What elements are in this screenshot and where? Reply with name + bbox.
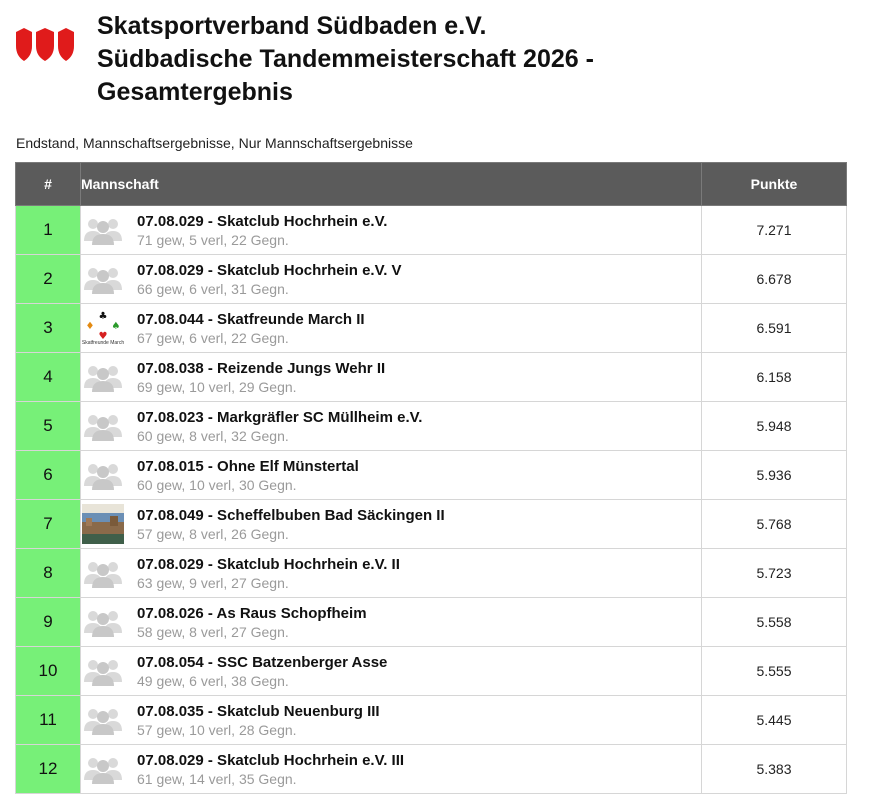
points-cell: 5.948 [702,402,847,451]
table-row[interactable] [16,353,847,402]
rank-cell: 11 [16,696,81,745]
team-stats: 69 gew, 10 verl, 29 Gegn. [137,378,297,395]
group-icon [81,553,125,593]
table-row[interactable] [16,451,847,500]
team-cell[interactable] [81,402,702,451]
team-name[interactable]: 07.08.023 - Markgräfler SC Müllheim e.V. [137,408,423,426]
table-row[interactable] [16,549,847,598]
team-cell[interactable] [81,647,702,696]
svg-text:♥: ♥ [98,331,108,340]
team-name[interactable]: 07.08.035 - Skatclub Neuenburg III [137,702,380,720]
rank-cell: 10 [16,647,81,696]
points-cell: 6.678 [702,255,847,304]
points-cell: 7.271 [702,206,847,255]
group-icon [81,700,125,740]
table-row[interactable] [16,500,847,549]
rank-cell: 7 [16,500,81,549]
points-cell: 5.383 [702,745,847,794]
title-line-3: Gesamtergebnis [97,78,293,106]
team-name[interactable]: 07.08.038 - Reizende Jungs Wehr II [137,359,386,377]
svg-text:♠: ♠ [111,321,121,332]
table-row[interactable] [16,402,847,451]
group-icon [81,602,125,642]
rank-cell: 3 [16,304,81,353]
team-cell[interactable] [81,206,702,255]
team-name[interactable]: 07.08.029 - Skatclub Hochrhein e.V. V [137,261,402,279]
page-title [97,10,594,109]
points-cell: 6.591 [702,304,847,353]
table-row[interactable] [16,696,847,745]
team-cell[interactable] [81,353,702,402]
title-line-2: Südbadische Tandemmeisterschaft 2026 - [97,45,594,73]
table-row[interactable] [16,745,847,794]
team-name[interactable]: 07.08.044 - Skatfreunde March II [137,310,365,328]
team-stats: 49 gew, 6 verl, 38 Gegn. [137,672,289,689]
rank-cell: 4 [16,353,81,402]
team-cell[interactable] [81,255,702,304]
club-logo [81,308,125,348]
team-stats: 67 gew, 6 verl, 22 Gegn. [137,329,289,346]
team-name[interactable]: 07.08.029 - Skatclub Hochrhein e.V. [137,212,388,230]
group-icon [81,749,125,789]
team-stats: 61 gew, 14 verl, 35 Gegn. [137,770,297,787]
group-icon [81,210,125,250]
header-rank[interactable]: # [16,163,81,206]
team-stats: 63 gew, 9 verl, 27 Gegn. [137,574,289,591]
table-row[interactable] [16,206,847,255]
points-cell: 5.723 [702,549,847,598]
team-stats: 71 gew, 5 verl, 22 Gegn. [137,231,289,248]
team-name[interactable]: 07.08.026 - As Raus Schopfheim [137,604,367,622]
team-stats: 60 gew, 10 verl, 30 Gegn. [137,476,297,493]
rank-cell: 6 [16,451,81,500]
header-team[interactable]: Mannschaft [81,163,702,206]
team-stats: 57 gew, 10 verl, 28 Gegn. [137,721,297,738]
points-cell: 5.936 [702,451,847,500]
svg-text:♣: ♣ [98,311,108,322]
group-icon [81,259,125,299]
header-points[interactable]: Punkte [702,163,847,206]
svg-text:♦: ♦ [85,321,95,332]
results-table [15,162,847,794]
points-cell: 5.558 [702,598,847,647]
team-name[interactable]: 07.08.049 - Scheffelbuben Bad Säckingen II [137,506,445,524]
rank-cell: 2 [16,255,81,304]
rank-cell: 9 [16,598,81,647]
points-cell: 5.555 [702,647,847,696]
team-cell[interactable] [81,745,702,794]
points-cell: 6.158 [702,353,847,402]
team-name[interactable]: 07.08.054 - SSC Batzenberger Asse [137,653,388,671]
team-cell[interactable] [81,549,702,598]
table-row[interactable] [16,647,847,696]
group-icon [81,357,125,397]
team-name[interactable]: 07.08.029 - Skatclub Hochrhein e.V. III [137,751,405,769]
rank-cell: 12 [16,745,81,794]
title-line-1: Skatsportverband Südbaden e.V. [97,12,487,40]
table-header-row [16,163,847,206]
group-icon [81,651,125,691]
team-stats: 60 gew, 8 verl, 32 Gegn. [137,427,289,444]
club-photo [81,504,125,544]
team-stats: 57 gew, 8 verl, 26 Gegn. [137,525,289,542]
points-cell: 5.445 [702,696,847,745]
team-stats: 58 gew, 8 verl, 27 Gegn. [137,623,289,640]
points-cell: 5.768 [702,500,847,549]
rank-cell: 5 [16,402,81,451]
team-name[interactable]: 07.08.029 - Skatclub Hochrhein e.V. II [137,555,400,573]
team-stats: 66 gew, 6 verl, 31 Gegn. [137,280,289,297]
shield-logo-icon [14,28,76,62]
team-cell[interactable] [81,451,702,500]
filter-subtitle: Endstand, Mannschaftsergebnisse, Nur Mannschaftsergebnisse [16,135,413,151]
table-row[interactable] [16,304,847,353]
team-cell[interactable] [81,500,702,549]
team-cell[interactable] [81,304,702,353]
team-cell[interactable] [81,696,702,745]
group-icon [81,406,125,446]
rank-cell: 1 [16,206,81,255]
table-row[interactable] [16,598,847,647]
group-icon [81,455,125,495]
team-name[interactable]: 07.08.015 - Ohne Elf Münstertal [137,457,359,475]
club-logo-text: Skatfreunde March [81,340,125,346]
table-row[interactable] [16,255,847,304]
team-cell[interactable] [81,598,702,647]
rank-cell: 8 [16,549,81,598]
